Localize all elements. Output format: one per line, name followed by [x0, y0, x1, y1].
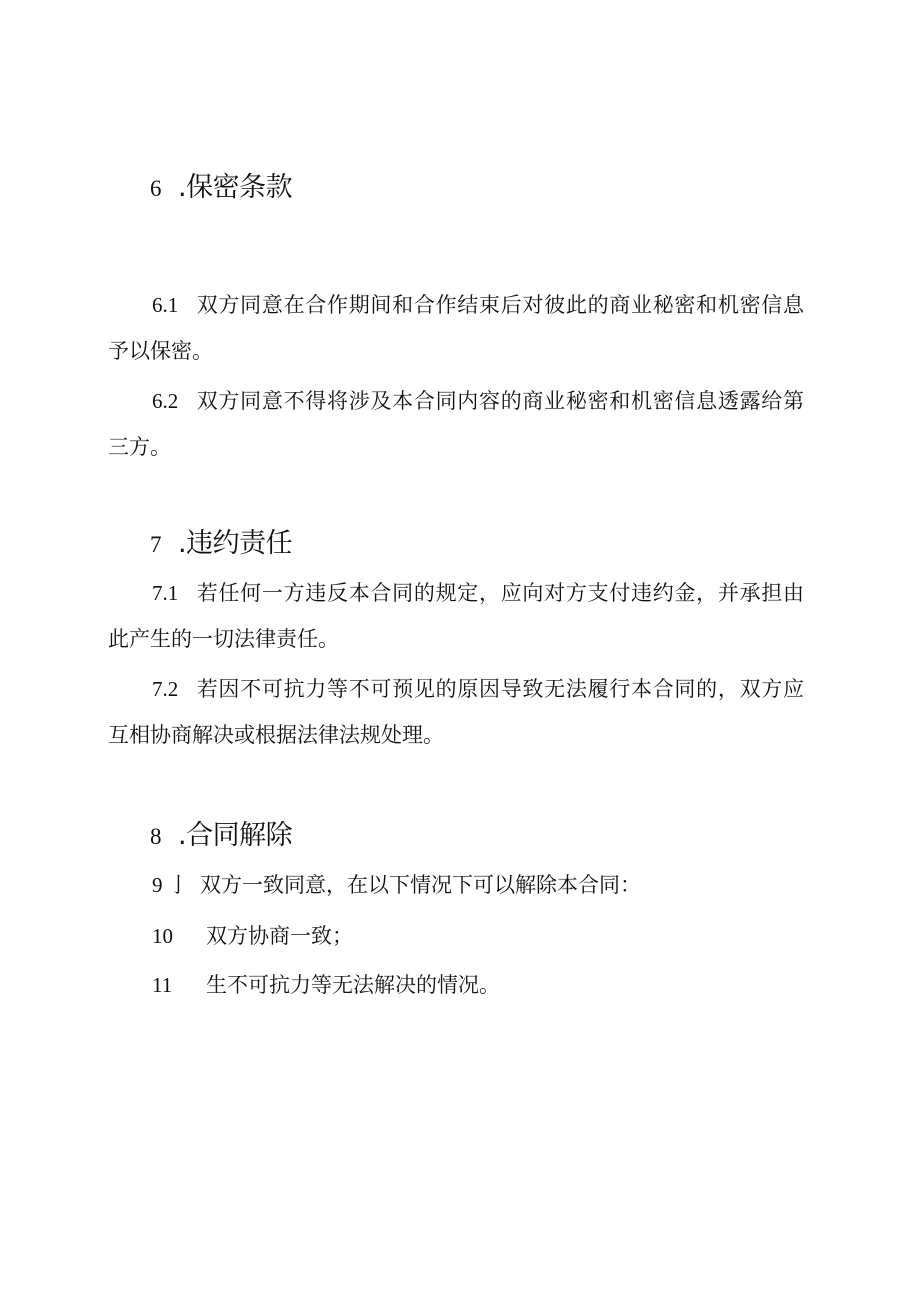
item-text: 双方协商一致； — [206, 924, 353, 948]
item-number: 10 — [152, 924, 173, 948]
section-heading-8 — [150, 816, 292, 856]
item-number: 9 亅 — [152, 873, 189, 897]
item-number: 11 — [152, 973, 173, 997]
item-text: 生不可抗力等无法解决的情况。 — [206, 973, 500, 997]
clause-text: 若任何一方违反本合同的规定，应向对方支付违约金，并承担由此产生的一切法律责任。 — [108, 581, 804, 651]
section-title: .合同解除 — [178, 820, 293, 851]
list-item-9 — [152, 862, 641, 908]
section-heading-6 — [150, 168, 292, 208]
section-number: 8 — [150, 824, 162, 849]
clause-7-2 — [108, 666, 804, 758]
clause-text: 若因不可抗力等不可预见的原因导致无法履行本合同的，双方应互相协商解决或根据法律法规处理。 — [108, 677, 804, 747]
clause-7-1 — [108, 570, 804, 662]
clause-text: 双方同意在合作期间和合作结束后对彼此的商业秘密和机密信息予以保密。 — [108, 293, 804, 363]
clause-6-2 — [108, 378, 804, 470]
list-item-10 — [152, 913, 353, 959]
section-heading-7 — [150, 524, 292, 564]
clause-text: 双方同意不得将涉及本合同内容的商业秘密和机密信息透露给第三方。 — [108, 389, 804, 459]
section-title: .违约责任 — [178, 528, 293, 559]
section-title: .保密条款 — [178, 172, 293, 203]
section-number: 6 — [150, 176, 162, 201]
list-item-11 — [152, 962, 500, 1008]
item-text: 双方一致同意，在以下情况下可以解除本合同： — [200, 873, 641, 897]
clause-6-1 — [108, 282, 804, 374]
section-number: 7 — [150, 532, 162, 557]
clause-number: 6.2 — [152, 389, 179, 413]
clause-number: 7.2 — [152, 677, 179, 701]
clause-number: 6.1 — [152, 293, 179, 317]
clause-number: 7.1 — [152, 581, 179, 605]
